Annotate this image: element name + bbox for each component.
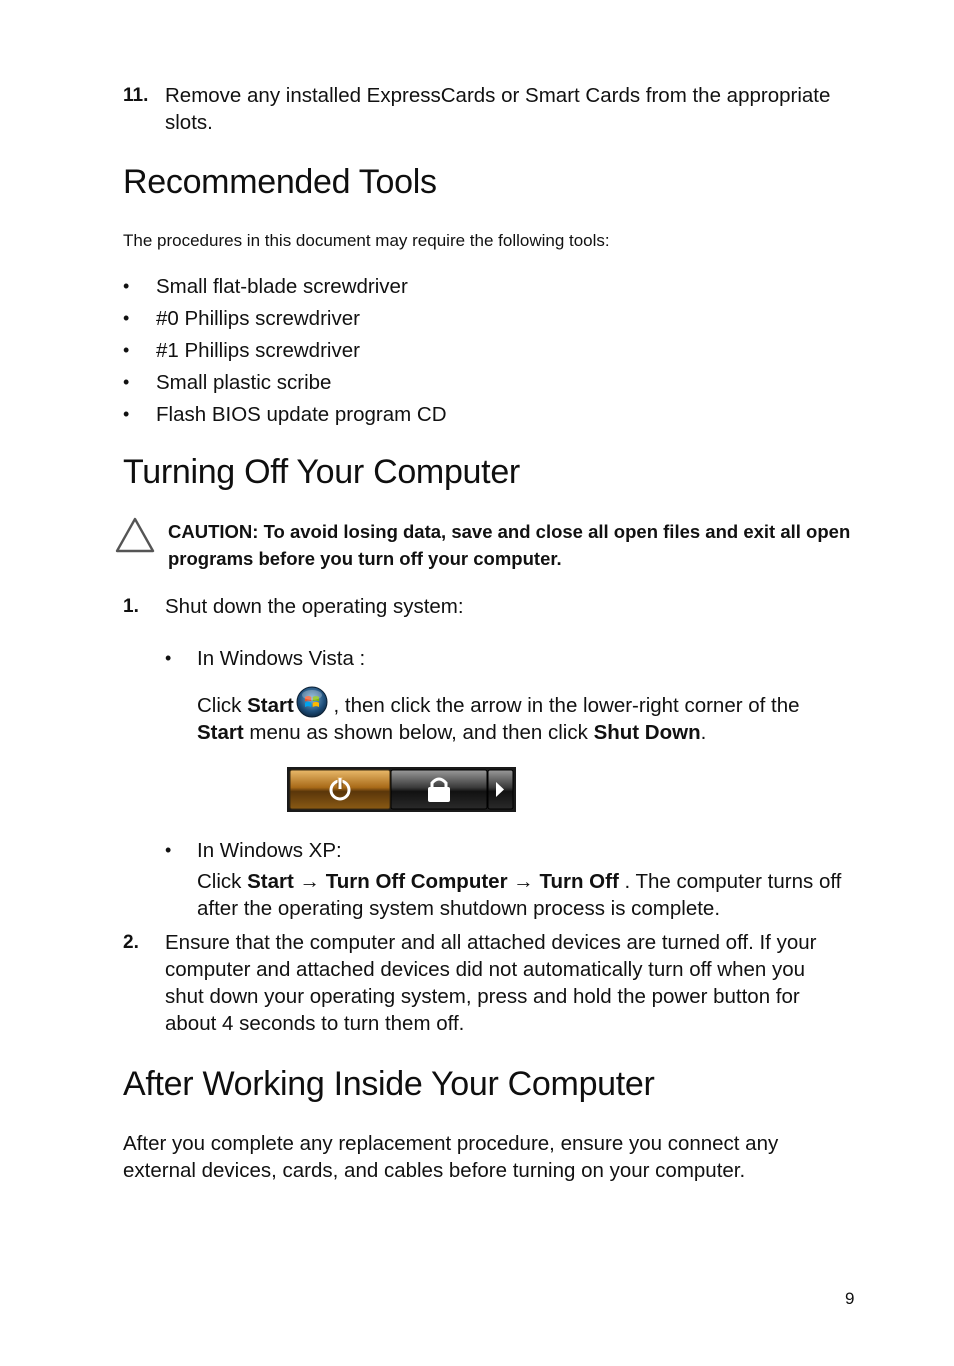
step-2-number: 2. (123, 932, 139, 953)
step-1-text: Shut down the operating system: (165, 595, 464, 618)
tool-item-label: Small flat-blade screwdriver (156, 275, 408, 298)
tool-item-label: #0 Phillips screwdriver (156, 307, 360, 330)
bullet: • (123, 308, 130, 328)
turning-off-heading: Turning Off Your Computer (123, 453, 520, 491)
after-working-line: After you complete any replacement procedure, ensure you connect any (123, 1132, 779, 1155)
start-label: Start (247, 870, 294, 893)
list-item (123, 337, 623, 369)
bullet: • (123, 372, 130, 392)
bullet: • (123, 404, 130, 424)
recommended-tools-intro: The procedures in this document may require the following tools: (123, 231, 610, 250)
text: Click (197, 870, 248, 893)
after-working-line: external devices, cards, and cables before turning on your computer. (123, 1159, 746, 1182)
turn-off-computer-label: Turn Off Computer (325, 870, 508, 893)
step-1-number: 1. (123, 596, 139, 617)
arrow-button (488, 770, 513, 809)
power-button (290, 770, 390, 809)
step-2-line: about 4 seconds to turn them off. (165, 1012, 465, 1035)
list-item (123, 369, 623, 401)
list-item (123, 273, 623, 305)
step-2-line: Ensure that the computer and all attached devices are turned off. If your (165, 931, 817, 954)
bullet: • (123, 340, 130, 360)
shut-down-label: Shut Down (593, 721, 701, 744)
after-working-text (123, 1130, 778, 1184)
start-label: Start (247, 694, 294, 717)
tool-item-label: Flash BIOS update program CD (156, 403, 447, 426)
step-2-text (165, 929, 816, 1037)
turn-off-label: Turn Off (539, 870, 619, 893)
caution-line-1: CAUTION: To avoid losing data, save and close all open files and exit all open (168, 521, 851, 542)
step-11-line-2: slots. (165, 111, 213, 134)
tool-item-label: Small plastic scribe (156, 371, 332, 394)
recommended-tools-heading: Recommended Tools (123, 163, 437, 201)
page-number: 9 (845, 1289, 855, 1308)
arrow-text: → (293, 870, 326, 893)
vista-instruction (197, 686, 837, 746)
step-11-line-1: Remove any installed ExpressCards or Smart Cards from the appropriate (165, 84, 831, 107)
step-2-line: shut down your operating system, press and hold the power button for (165, 985, 800, 1008)
tools-list (123, 273, 623, 433)
list-item (123, 305, 623, 337)
windows-start-orb-icon (296, 686, 328, 718)
text: . The computer turns off (618, 870, 842, 893)
step-11-number: 11. (123, 85, 149, 106)
lock-button (391, 770, 487, 809)
xp-bullet-label: In Windows XP: (197, 839, 342, 862)
caution-text (168, 518, 850, 572)
step-2-line: computer and attached devices did not automatically turn off when you (165, 958, 806, 981)
text: , then click the arrow in the lower-right corner of the (327, 694, 800, 717)
caution-line-2: programs before you turn off your computer. (168, 548, 562, 569)
text: . (700, 721, 707, 744)
bullet: • (123, 276, 130, 296)
vista-bullet-label: In Windows Vista : (197, 647, 366, 670)
arrow-text: → (507, 870, 540, 893)
start-label: Start (197, 721, 244, 744)
text: Click (197, 694, 248, 717)
bullet: • (165, 648, 172, 668)
text: menu as shown below, and then click (243, 721, 594, 744)
tool-item-label: #1 Phillips screwdriver (156, 339, 360, 362)
caution-icon (114, 516, 156, 554)
after-working-heading: After Working Inside Your Computer (123, 1065, 655, 1103)
xp-instruction (197, 868, 842, 922)
vista-shutdown-buttons-image (287, 767, 516, 812)
step-11-text (165, 82, 830, 136)
bullet: • (165, 840, 172, 860)
list-item (123, 401, 623, 433)
xp-line-2: after the operating system shutdown process is complete. (197, 897, 721, 920)
